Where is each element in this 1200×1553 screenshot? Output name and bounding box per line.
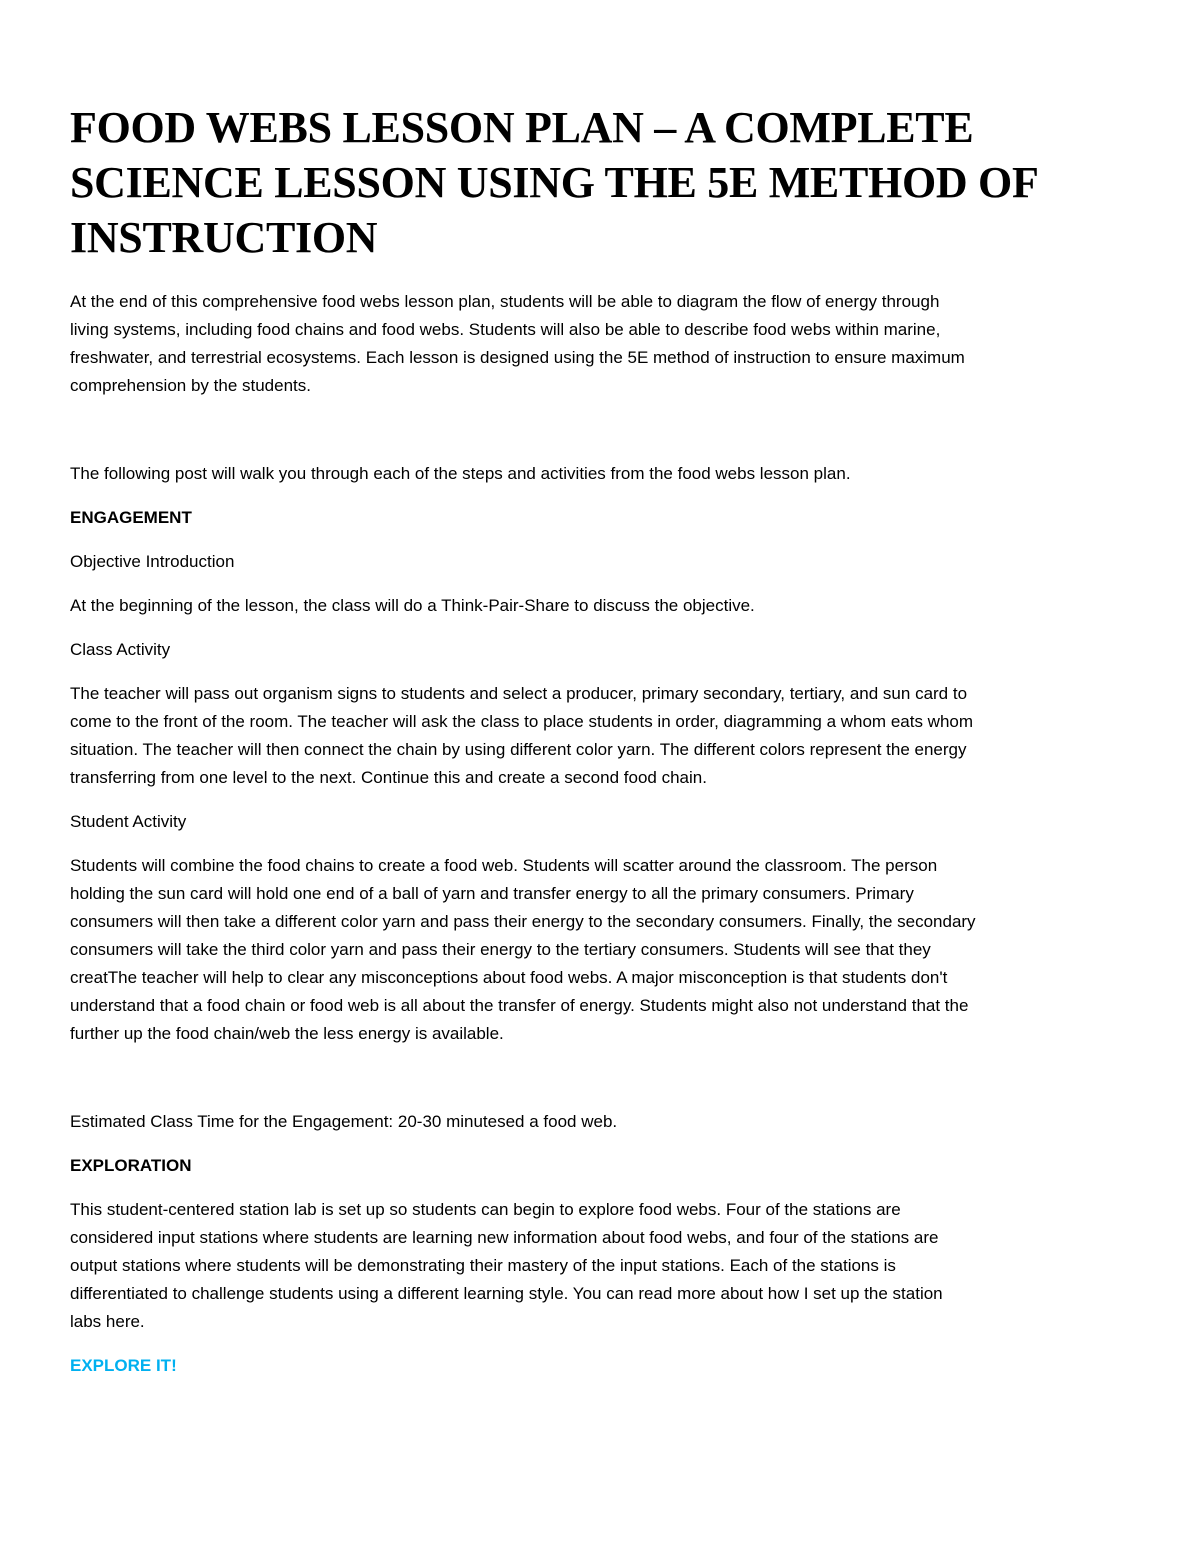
objective-heading: Objective Introduction — [70, 552, 235, 571]
engagement-heading: ENGAGEMENT — [70, 508, 192, 527]
blank-line — [70, 416, 1140, 444]
text-line: transferring from one level to the next. Continue this and create a second food chain. — [70, 768, 707, 787]
text-line: comprehension by the students. — [70, 376, 311, 395]
text-line: situation. The teacher will then connect the chain by using different color yarn. The different colors represent the energy — [70, 740, 967, 759]
text-line: labs here. — [70, 1312, 145, 1331]
title-line: INSTRUCTION — [70, 213, 378, 262]
document-page — [70, 100, 1140, 1396]
text-line: The teacher will pass out organism signs to students and select a producer, primary secondary, tertiary, and sun card to — [70, 684, 968, 703]
title-line: SCIENCE LESSON USING THE 5E METHOD OF — [70, 158, 1039, 207]
text-line: consumers will take the third color yarn and pass their energy to the tertiary consumers. Students will see that they — [70, 940, 931, 959]
title-line: FOOD WEBS LESSON PLAN – A COMPLETE — [70, 103, 974, 152]
text-line: come to the front of the room. The teacher will ask the class to place students in order, diagramming a whom eats whom — [70, 712, 974, 731]
walkthrough-paragraph: The following post will walk you through each of the steps and activities from the food webs lesson plan. — [70, 464, 851, 483]
blank-line — [70, 1064, 1140, 1092]
page-title — [70, 100, 1140, 265]
student-activity-heading: Student Activity — [70, 812, 187, 831]
explore-it-link[interactable]: EXPLORE IT! — [70, 1356, 177, 1375]
text-line: further up the food chain/web the less energy is available. — [70, 1024, 504, 1043]
student-activity-paragraph — [70, 852, 1140, 1048]
text-line: understand that a food chain or food web is all about the transfer of energy. Students might also not understand that the — [70, 996, 969, 1015]
class-activity-paragraph — [70, 680, 1140, 792]
objective-text: At the beginning of the lesson, the class will do a Think-Pair-Share to discuss the objective. — [70, 596, 755, 615]
text-line: living systems, including food chains and food webs. Students will also be able to describe food webs within marine, — [70, 320, 941, 339]
text-line: creatThe teacher will help to clear any misconceptions about food webs. A major misconception is that students don't — [70, 968, 948, 987]
text-line: holding the sun card will hold one end of a ball of yarn and transfer energy to all the primary consumers. Primary — [70, 884, 914, 903]
class-activity-heading: Class Activity — [70, 640, 171, 659]
text-line: differentiated to challenge students using a different learning style. You can read more about how I set up the station — [70, 1284, 943, 1303]
text-line: output stations where students will be demonstrating their mastery of the input stations. Each of the stations is — [70, 1256, 896, 1275]
text-line: freshwater, and terrestrial ecosystems. Each lesson is designed using the 5E method of instruction to ensure maximum — [70, 348, 965, 367]
text-line: This student-centered station lab is set up so students can begin to explore food webs. Four of the stations are — [70, 1200, 901, 1219]
exploration-paragraph — [70, 1196, 1140, 1336]
engagement-time: Estimated Class Time for the Engagement: 20-30 minutesed a food web. — [70, 1112, 618, 1131]
exploration-heading: EXPLORATION — [70, 1156, 192, 1175]
intro-paragraph — [70, 288, 1140, 400]
text-line: considered input stations where students are learning new information about food webs, and four of the stations are — [70, 1228, 939, 1247]
text-line: consumers will then take a different color yarn and pass their energy to the secondary consumers. Finally, the secondary — [70, 912, 976, 931]
text-line: At the end of this comprehensive food webs lesson plan, students will be able to diagram the flow of energy through — [70, 292, 940, 311]
text-line: Students will combine the food chains to create a food web. Students will scatter around the classroom. The person — [70, 856, 938, 875]
